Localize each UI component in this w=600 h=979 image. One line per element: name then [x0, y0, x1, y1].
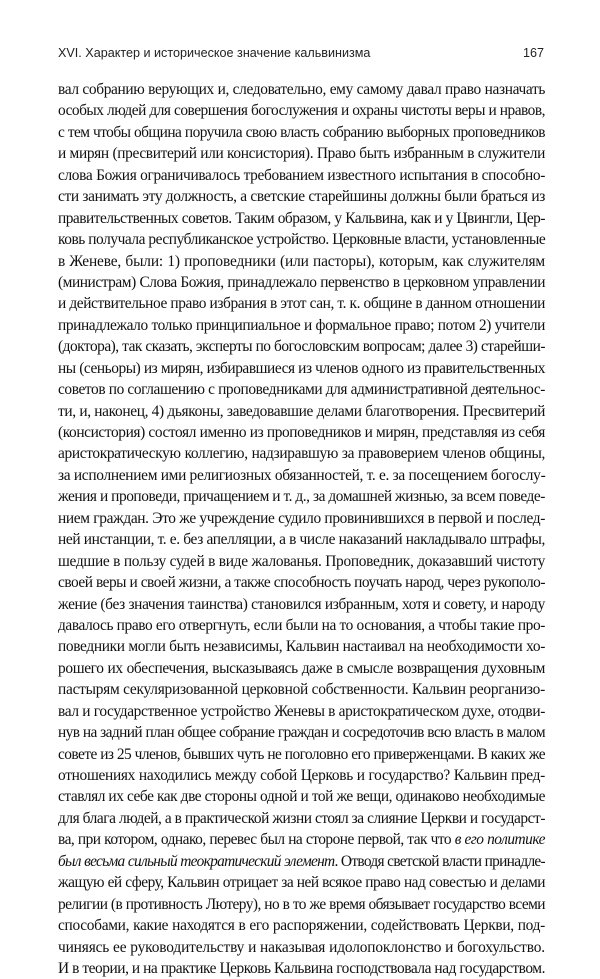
italic-phrase: был весьма сильный теократический элемент — [58, 852, 335, 870]
text-line: своей веры и своей жизни, а также способность поучать народ, через рукополо- — [58, 574, 545, 592]
text-line: нув на задний план общее собрание граждан и сосредоточив всю власть в малом — [58, 724, 545, 742]
text-line: И в теории, и на практике Церковь Кальвина господствовала над государством. — [58, 959, 545, 977]
text-line: жащую ей сферу, Кальвин отрицает за ней всякое право над совестью и делами — [58, 874, 545, 892]
text-line-mixed — [58, 829, 545, 850]
text-line: правительственных советов. Таким образом, у Кальвина, как и у Цвингли, Цер- — [58, 209, 545, 227]
text-line: способами, какие находятся в его распоряжении, содействовать Церкви, под- — [58, 917, 545, 935]
text-line: особых людей для совершения богослужения и охраны чистоты веры и нравов, — [58, 102, 545, 120]
text-line: вал и государственное устройство Женевы в аристократическом духе, отодви- — [58, 702, 545, 720]
text-line: религии (в противность Лютеру), но в то же время обязывает государство всеми — [58, 895, 545, 913]
text-line: поведники могли быть независимы, Кальвин настаивал на необходимости хо- — [58, 638, 545, 656]
text-segment: . Отводя светской власти принадле- — [334, 852, 545, 870]
running-header — [58, 46, 544, 64]
text-line: ней инстанции, т. е. без апелляции, а в числе наказаний накладывало штрафы, — [58, 531, 545, 549]
body-text — [58, 79, 545, 979]
text-line: рошего их обеспечения, высказываясь даже в смысле возвращения духовным — [58, 659, 545, 677]
text-line: и мирян (пресвитерий или консистория). Право быть избранным в служители — [58, 145, 545, 163]
text-line: вал собранию верующих и, следовательно, ему самому давал право назначать — [58, 81, 545, 98]
text-line: жения и проповеди, причащением и т. д., за домашней жизнью, за всем поведе- — [58, 488, 545, 506]
text-line: (консистория) состоял именно из проповедников и мирян, представляя из себя — [58, 424, 545, 441]
text-line: для блага людей, а в практической жизни стоял за слияние Церкви и государст- — [58, 809, 545, 827]
text-line: давалось право его отвергнуть, если были на то основания, а чтобы такие про- — [58, 616, 545, 634]
text-line: (министрам) Слова Божия, принадлежало первенство в церковном управлении — [58, 273, 545, 291]
text-line: и действительное право избрания в этот сан, т. к. общине в данном отношении — [58, 295, 545, 313]
text-line: принадлежало только принципиальное и формальное право; потом 2) учители — [58, 316, 545, 334]
text-line: аристократическую коллегию, надзиравшую за правоверием членов общины, — [58, 445, 545, 463]
text-line-mixed — [58, 851, 545, 872]
text-segment: ва, при котором, однако, перевес был на стороне первой, так что — [58, 831, 452, 849]
text-line: жение (без значения таинства) становился избранным, хотя и совету, и народу — [58, 595, 545, 613]
text-line: пастырям секуляризованной церковной собственности. Кальвин реорганизо- — [58, 681, 545, 699]
text-line: чиняясь ее руководительству и наказывая идолопоклонство и богохульство. — [58, 938, 545, 956]
text-line: в Женеве, были: 1) проповедники (или пасторы), которым, как служителям — [58, 252, 545, 270]
text-line: совете из 25 членов, бывших чуть не поголовно его приверженцами. В каких же — [58, 745, 545, 763]
text-line: шедшие в пользу судей в виде жалованья. Проповедник, доказавший чистоту — [58, 552, 545, 570]
chapter-title: XVI. Характер и историческое значение кальвинизма — [58, 46, 371, 60]
text-line: ны (сеньоры) из мирян, избиравшиеся из членов одного из правительственных — [58, 359, 545, 377]
text-line: советов по соглашению с проповедниками для административной деятельнос- — [58, 381, 545, 399]
text-line: ставлял их себе как две стороны одной и той же вещи, одинаково необходимые — [58, 788, 545, 806]
text-line: нием граждан. Это же учреждение судило провинившихся в первой и послед- — [58, 509, 545, 527]
page-number: 167 — [522, 46, 544, 60]
text-line: ти, и, наконец, 4) дьяконы, заведовавшие делами благотворения. Пресвитерий — [58, 402, 545, 420]
text-line: отношениях находились между собой Церковь и государство? Кальвин пред- — [58, 767, 545, 784]
italic-phrase: в его политике — [454, 831, 545, 849]
text-line: слова Божия ограничивалось требованием известного испытания в способно- — [58, 166, 545, 184]
text-line: с тем чтобы община поручила свою власть собранию выборных проповедников — [58, 123, 545, 141]
text-line: (доктора), так сказать, эксперты по богословским вопросам; далее 3) старейши- — [58, 338, 545, 356]
text-line: сти занимать эту должность, а светские старейшины должны были браться из — [58, 188, 545, 206]
text-line: ковь получала республиканское устройство. Церковные власти, установленные — [58, 231, 546, 249]
text-line: за исполнением ими религиозных обязанностей, т. е. за посещением богослу- — [58, 466, 546, 484]
